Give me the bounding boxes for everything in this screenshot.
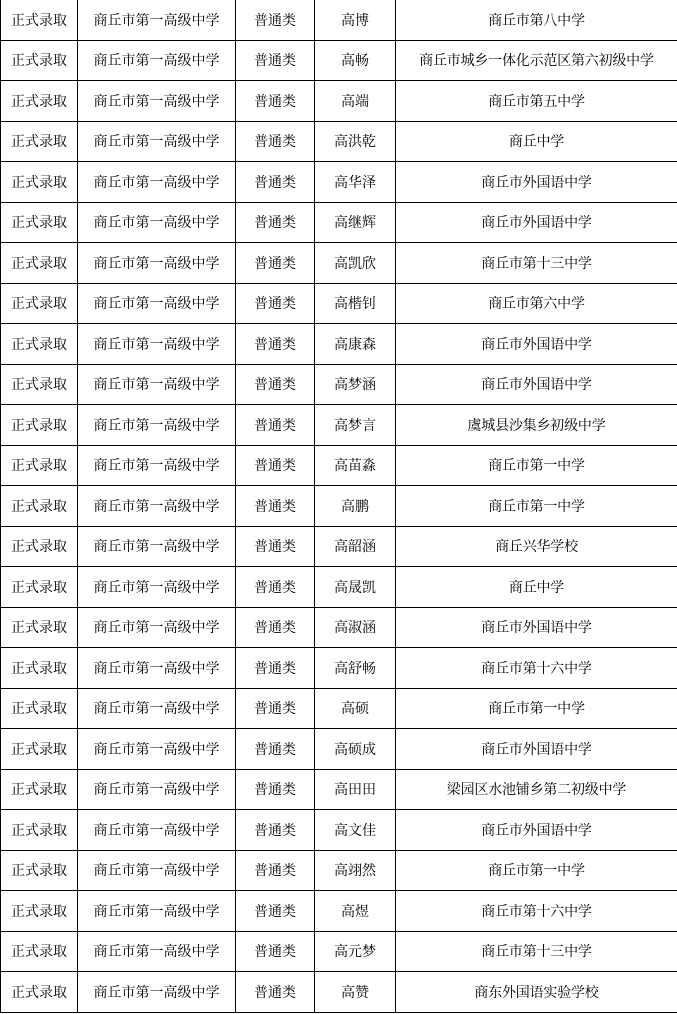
- graduated-from-cell: 商丘市外国语中学: [396, 729, 677, 770]
- category-cell: 普通类: [236, 607, 315, 648]
- table-row: [1, 243, 677, 284]
- category-cell: 普通类: [236, 0, 315, 40]
- category-cell: 普通类: [236, 810, 315, 851]
- admitting-school-cell: 商丘市第一高级中学: [78, 486, 236, 527]
- admission-status-cell: 正式录取: [1, 607, 78, 648]
- admitting-school-cell: 商丘市第一高级中学: [78, 607, 236, 648]
- graduated-from-cell: 商丘市外国语中学: [396, 202, 677, 243]
- table-row: [1, 810, 677, 851]
- category-cell: 普通类: [236, 364, 315, 405]
- admission-status-cell: 正式录取: [1, 0, 78, 40]
- student-name-cell: 高舒畅: [315, 648, 396, 689]
- category-cell: 普通类: [236, 40, 315, 81]
- admitting-school-cell: 商丘市第一高级中学: [78, 405, 236, 446]
- table-row: [1, 405, 677, 446]
- admission-status-cell: 正式录取: [1, 324, 78, 365]
- graduated-from-cell: 商丘市城乡一体化示范区第六初级中学: [396, 40, 677, 81]
- admission-status-cell: 正式录取: [1, 445, 78, 486]
- graduated-from-cell: 梁园区水池铺乡第二初级中学: [396, 769, 677, 810]
- admission-status-cell: 正式录取: [1, 648, 78, 689]
- admission-status-cell: 正式录取: [1, 891, 78, 932]
- graduated-from-cell: 商丘市第十六中学: [396, 648, 677, 689]
- admission-status-cell: 正式录取: [1, 850, 78, 891]
- admission-status-cell: 正式录取: [1, 972, 78, 1013]
- graduated-from-cell: 商丘中学: [396, 567, 677, 608]
- table-row: [1, 364, 677, 405]
- graduated-from-cell: 商丘市外国语中学: [396, 162, 677, 203]
- admission-status-cell: 正式录取: [1, 688, 78, 729]
- category-cell: 普通类: [236, 567, 315, 608]
- table-row: [1, 891, 677, 932]
- student-name-cell: 高康森: [315, 324, 396, 365]
- student-name-cell: 高鹏: [315, 486, 396, 527]
- admitting-school-cell: 商丘市第一高级中学: [78, 445, 236, 486]
- graduated-from-cell: 商丘中学: [396, 121, 677, 162]
- student-name-cell: 高梦涵: [315, 364, 396, 405]
- admission-status-cell: 正式录取: [1, 364, 78, 405]
- category-cell: 普通类: [236, 850, 315, 891]
- student-name-cell: 高博: [315, 0, 396, 40]
- table-row: [1, 81, 677, 122]
- graduated-from-cell: 商丘市第十六中学: [396, 891, 677, 932]
- student-name-cell: 高梦言: [315, 405, 396, 446]
- admission-status-cell: 正式录取: [1, 81, 78, 122]
- category-cell: 普通类: [236, 121, 315, 162]
- table-row: [1, 526, 677, 567]
- graduated-from-cell: 商丘市第一中学: [396, 486, 677, 527]
- graduated-from-cell: 商东外国语实验学校: [396, 972, 677, 1013]
- admitting-school-cell: 商丘市第一高级中学: [78, 40, 236, 81]
- admitting-school-cell: 商丘市第一高级中学: [78, 891, 236, 932]
- student-name-cell: 高淑涵: [315, 607, 396, 648]
- admission-status-cell: 正式录取: [1, 769, 78, 810]
- graduated-from-cell: 商丘市外国语中学: [396, 607, 677, 648]
- category-cell: 普通类: [236, 729, 315, 770]
- table-row: [1, 324, 677, 365]
- category-cell: 普通类: [236, 81, 315, 122]
- student-name-cell: 高晟凯: [315, 567, 396, 608]
- table-row: [1, 486, 677, 527]
- category-cell: 普通类: [236, 162, 315, 203]
- admission-status-cell: 正式录取: [1, 162, 78, 203]
- graduated-from-cell: 商丘市第五中学: [396, 81, 677, 122]
- admitting-school-cell: 商丘市第一高级中学: [78, 283, 236, 324]
- admitting-school-cell: 商丘市第一高级中学: [78, 931, 236, 972]
- category-cell: 普通类: [236, 648, 315, 689]
- admission-status-cell: 正式录取: [1, 729, 78, 770]
- table-row: [1, 283, 677, 324]
- graduated-from-cell: 商丘市第一中学: [396, 445, 677, 486]
- student-name-cell: 高元梦: [315, 931, 396, 972]
- graduated-from-cell: 商丘市外国语中学: [396, 324, 677, 365]
- student-name-cell: 高韶涵: [315, 526, 396, 567]
- category-cell: 普通类: [236, 283, 315, 324]
- admitting-school-cell: 商丘市第一高级中学: [78, 526, 236, 567]
- student-name-cell: 高田田: [315, 769, 396, 810]
- student-name-cell: 高翊然: [315, 850, 396, 891]
- student-name-cell: 高煜: [315, 891, 396, 932]
- table-row: [1, 931, 677, 972]
- table-row: [1, 0, 677, 40]
- table-row: [1, 729, 677, 770]
- graduated-from-cell: 商丘市第八中学: [396, 0, 677, 40]
- graduated-from-cell: 商丘市外国语中学: [396, 810, 677, 851]
- admission-table-body: [1, 0, 677, 1012]
- graduated-from-cell: 商丘市第六中学: [396, 283, 677, 324]
- admission-status-cell: 正式录取: [1, 121, 78, 162]
- table-row: [1, 202, 677, 243]
- category-cell: 普通类: [236, 931, 315, 972]
- graduated-from-cell: 虞城县沙集乡初级中学: [396, 405, 677, 446]
- admitting-school-cell: 商丘市第一高级中学: [78, 810, 236, 851]
- category-cell: 普通类: [236, 405, 315, 446]
- student-name-cell: 高凯欣: [315, 243, 396, 284]
- student-name-cell: 高硕: [315, 688, 396, 729]
- table-row: [1, 972, 677, 1013]
- admitting-school-cell: 商丘市第一高级中学: [78, 688, 236, 729]
- admitting-school-cell: 商丘市第一高级中学: [78, 972, 236, 1013]
- category-cell: 普通类: [236, 891, 315, 932]
- admission-status-cell: 正式录取: [1, 486, 78, 527]
- table-row: [1, 648, 677, 689]
- category-cell: 普通类: [236, 445, 315, 486]
- student-name-cell: 高华泽: [315, 162, 396, 203]
- table-row: [1, 850, 677, 891]
- admitting-school-cell: 商丘市第一高级中学: [78, 729, 236, 770]
- student-name-cell: 高楷钊: [315, 283, 396, 324]
- admitting-school-cell: 商丘市第一高级中学: [78, 324, 236, 365]
- category-cell: 普通类: [236, 324, 315, 365]
- admission-status-cell: 正式录取: [1, 202, 78, 243]
- graduated-from-cell: 商丘市第一中学: [396, 850, 677, 891]
- student-name-cell: 高赞: [315, 972, 396, 1013]
- admitting-school-cell: 商丘市第一高级中学: [78, 243, 236, 284]
- graduated-from-cell: 商丘市第十三中学: [396, 243, 677, 284]
- admitting-school-cell: 商丘市第一高级中学: [78, 81, 236, 122]
- category-cell: 普通类: [236, 243, 315, 284]
- admission-status-cell: 正式录取: [1, 567, 78, 608]
- graduated-from-cell: 商丘兴华学校: [396, 526, 677, 567]
- student-name-cell: 高畅: [315, 40, 396, 81]
- admission-status-cell: 正式录取: [1, 283, 78, 324]
- admitting-school-cell: 商丘市第一高级中学: [78, 648, 236, 689]
- student-name-cell: 高苗淼: [315, 445, 396, 486]
- admission-status-cell: 正式录取: [1, 243, 78, 284]
- student-name-cell: 高端: [315, 81, 396, 122]
- table-row: [1, 162, 677, 203]
- admission-status-cell: 正式录取: [1, 405, 78, 446]
- admitting-school-cell: 商丘市第一高级中学: [78, 0, 236, 40]
- table-row: [1, 769, 677, 810]
- admitting-school-cell: 商丘市第一高级中学: [78, 850, 236, 891]
- graduated-from-cell: 商丘市第十三中学: [396, 931, 677, 972]
- student-name-cell: 高文佳: [315, 810, 396, 851]
- category-cell: 普通类: [236, 972, 315, 1013]
- category-cell: 普通类: [236, 688, 315, 729]
- category-cell: 普通类: [236, 202, 315, 243]
- admission-status-cell: 正式录取: [1, 931, 78, 972]
- admitting-school-cell: 商丘市第一高级中学: [78, 202, 236, 243]
- admission-status-cell: 正式录取: [1, 526, 78, 567]
- category-cell: 普通类: [236, 769, 315, 810]
- admitting-school-cell: 商丘市第一高级中学: [78, 769, 236, 810]
- student-name-cell: 高继辉: [315, 202, 396, 243]
- category-cell: 普通类: [236, 486, 315, 527]
- table-row: [1, 40, 677, 81]
- table-row: [1, 445, 677, 486]
- table-row: [1, 688, 677, 729]
- table-row: [1, 121, 677, 162]
- admitting-school-cell: 商丘市第一高级中学: [78, 364, 236, 405]
- admission-status-cell: 正式录取: [1, 40, 78, 81]
- table-row: [1, 607, 677, 648]
- admitting-school-cell: 商丘市第一高级中学: [78, 162, 236, 203]
- admitting-school-cell: 商丘市第一高级中学: [78, 121, 236, 162]
- student-name-cell: 高硕成: [315, 729, 396, 770]
- admission-status-cell: 正式录取: [1, 810, 78, 851]
- admitting-school-cell: 商丘市第一高级中学: [78, 567, 236, 608]
- table-row: [1, 567, 677, 608]
- category-cell: 普通类: [236, 526, 315, 567]
- graduated-from-cell: 商丘市第一中学: [396, 688, 677, 729]
- student-name-cell: 高洪乾: [315, 121, 396, 162]
- graduated-from-cell: 商丘市外国语中学: [396, 364, 677, 405]
